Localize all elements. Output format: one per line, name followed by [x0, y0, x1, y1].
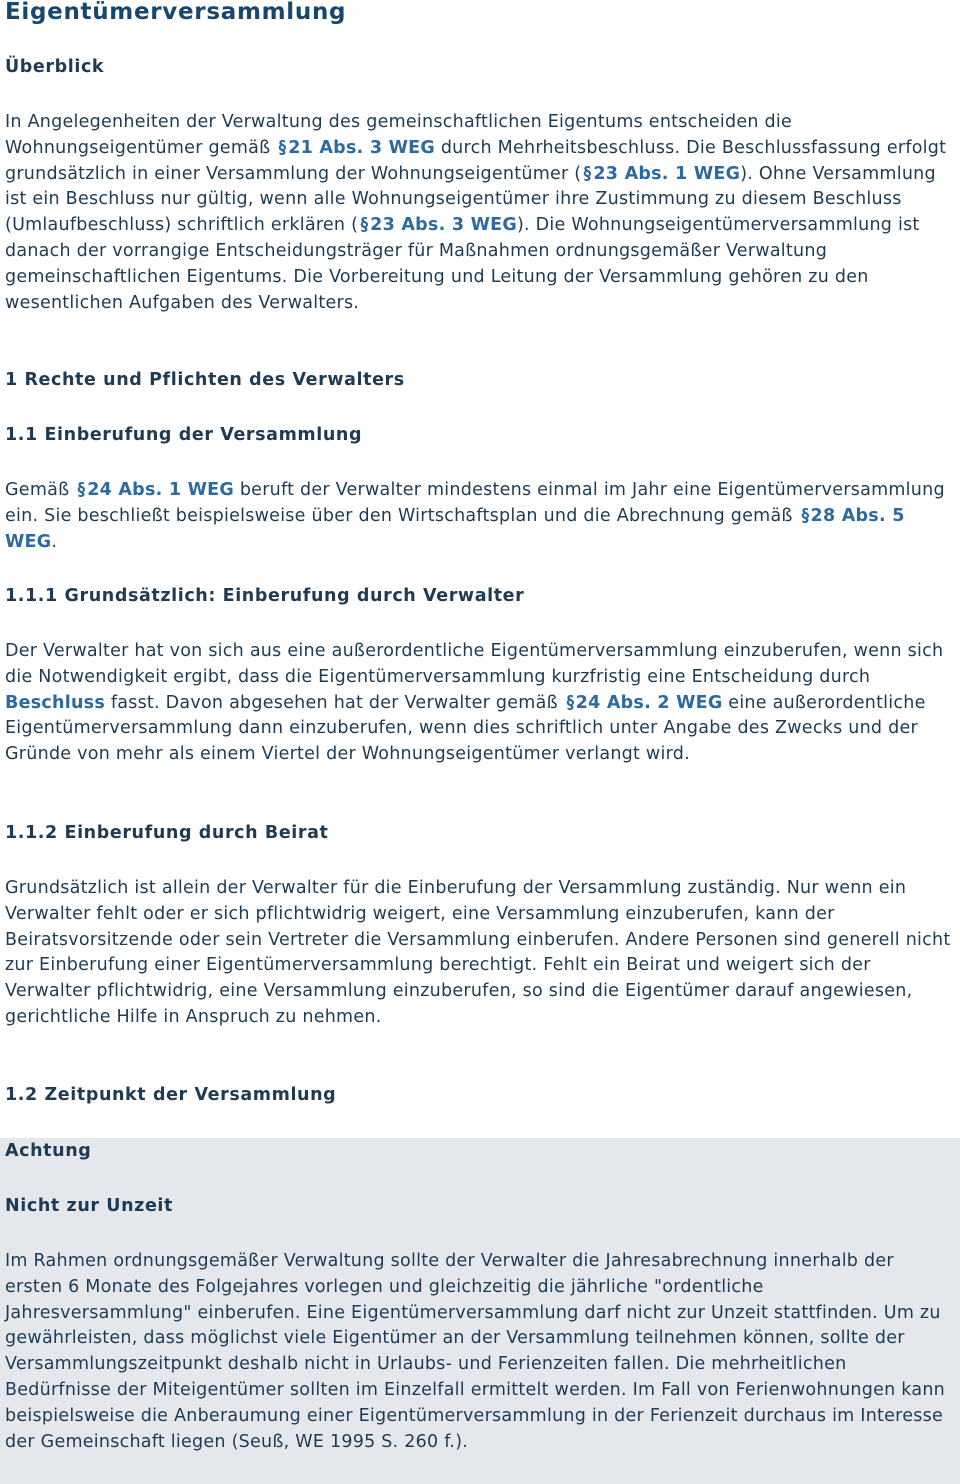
ref-21-abs-3-weg[interactable]: 21 Abs. 3 WEG: [288, 137, 436, 158]
sec111-text-1: Der Verwalter hat von sich aus eine außerordentliche Eigentümerversammlung einzuberufen, wenn sich die Notwendigkeit ergibt, dass die Eigentümerversammlung kurzfristig eine Entscheidung durch: [5, 641, 944, 687]
intro-paragraph: [0, 110, 960, 316]
sec111-text-2: fasst. Davon abgesehen hat der Verwalter gemäß: [105, 692, 564, 713]
paragraph-sign-icon: §: [566, 692, 574, 713]
section-1-1-2-paragraph: Grundsätzlich ist allein der Verwalter für die Einberufung der Versammlung zuständig. Nur wenn ein Verwalter fehlt oder er sich pflichtwidrig weigert, eine Versammlung einzuberufen, kann der Beiratsvorsitzende oder sein Vertreter die Versammlung einberufen. Andere Personen sind generell nicht zur Einberufung einer Eigentümerversammlung berechtigt. Fehlt ein Beirat und weigert sich der Verwalter pflichtwidrig, eine Versammlung einzuberufen, so sind die Eigentümer darauf angewiesen, gerichtliche Hilfe in Anspruch zu nehmen.: [5, 878, 951, 1027]
page-title: Eigentümerversammlung: [5, 0, 347, 25]
sec11-text-1: Gemäß: [5, 480, 76, 500]
callout-heading: Nicht zur Unzeit: [5, 1196, 173, 1216]
intro-text-4: ). Die Wohnungseigentümerversammlung ist danach der vorrangige Entscheidungsträger für Maßnahmen ordnungsgemäßer Verwaltung gemeinschaftlichen Eigentums. Die Vorbereitung und Leitung der Versammlung gehören zu den wesentlichen Aufgaben des Verwalters.: [5, 215, 920, 313]
section-1-1-2-heading: 1.1.2 Einberufung durch Beirat: [5, 823, 329, 843]
ref-24-abs-1-weg[interactable]: 24 Abs. 1 WEG: [87, 480, 235, 500]
section-1-1-1-paragraph: [0, 639, 960, 768]
callout-paragraph: Im Rahmen ordnungsgemäßer Verwaltung sollte der Verwalter die Jahresabrechnung innerhalb der ersten 6 Monate des Folgejahres vorlegen und gleichzeitig die jährliche "ordentliche Jahresversammlung" einberufen. Eine Eigentümerversammlung darf nicht zur Unzeit stattfinden. Um zu gewährleisten, dass möglichst viele Eigentümer an der Versammlung teilnehmen können, sollte der Versammlungszeitpunkt deshalb nicht in Urlaubs- und Ferienzeiten fallen. Die mehrheitlichen Bedürfnisse der Miteigentümer sollten im Einzelfall ermittelt werden. Im Fall von Ferienwohnungen kann beispielsweise die Anberaumung einer Eigentümerversammlung in der Ferienzeit durchaus im Interesse der Gemeinschaft liegen (Seuß, WE 1995 S. 260 f.).: [5, 1251, 946, 1452]
sec111-text-3: eine außerordentliche Eigentümerversammlung dann einzuberufen, wenn dies schriftlich unter Angabe des Zwecks und der Gründe von mehr als einem Viertel der Wohnungseigentümer verlangt wird.: [5, 692, 926, 765]
sec11-text-3: .: [51, 531, 58, 552]
callout-label: Achtung: [5, 1141, 92, 1161]
paragraph-sign-icon: §: [278, 137, 287, 158]
intro-text-2: durch Mehrheitsbeschluss. Die Beschlussfassung erfolgt grundsätzlich in einer Versammlung der Wohnungseigentümer (: [5, 137, 947, 184]
paragraph-sign-icon: §: [584, 163, 592, 184]
ref-24-abs-2-weg[interactable]: 24 Abs. 2 WEG: [575, 692, 723, 713]
intro-text-1: In Angelegenheiten der Verwaltung des gemeinschaftlichen Eigentums entscheiden die Wohnungseigentümer gemäß: [5, 112, 793, 158]
overview-heading: Überblick: [5, 57, 105, 77]
paragraph-sign-icon: §: [360, 215, 369, 236]
section-1-2-heading: 1.2 Zeitpunkt der Versammlung: [5, 1085, 337, 1105]
section-1-heading: 1 Rechte und Pflichten des Verwalters: [5, 370, 405, 390]
section-1-1-1-heading: 1.1.1 Grundsätzlich: Einberufung durch Verwalter: [5, 586, 525, 606]
intro-text-3: ). Ohne Versammlung ist ein Beschluss nur gültig, wenn alle Wohnungseigentümer ihre Zustimmung zu diesem Beschluss (Umlaufbeschluss) schriftlich erklären (: [5, 163, 936, 236]
beschluss-link[interactable]: Beschluss: [5, 692, 105, 713]
ref-28-abs-5-weg[interactable]: 28 Abs. 5 WEG: [5, 505, 905, 552]
section-1-1-paragraph: [0, 478, 960, 555]
ref-23-abs-1-weg[interactable]: 23 Abs. 1 WEG: [593, 163, 741, 184]
paragraph-sign-icon: §: [801, 505, 809, 526]
sec11-text-2: beruft der Verwalter mindestens einmal im Jahr eine Eigentümerversammlung ein. Sie beschließt beispielsweise über den Wirtschaftsplan und die Abrechnung gemäß: [5, 480, 945, 526]
paragraph-sign-icon: §: [77, 480, 86, 500]
ref-23-abs-3-weg[interactable]: 23 Abs. 3 WEG: [370, 215, 517, 236]
section-1-1-heading: 1.1 Einberufung der Versammlung: [5, 425, 363, 445]
